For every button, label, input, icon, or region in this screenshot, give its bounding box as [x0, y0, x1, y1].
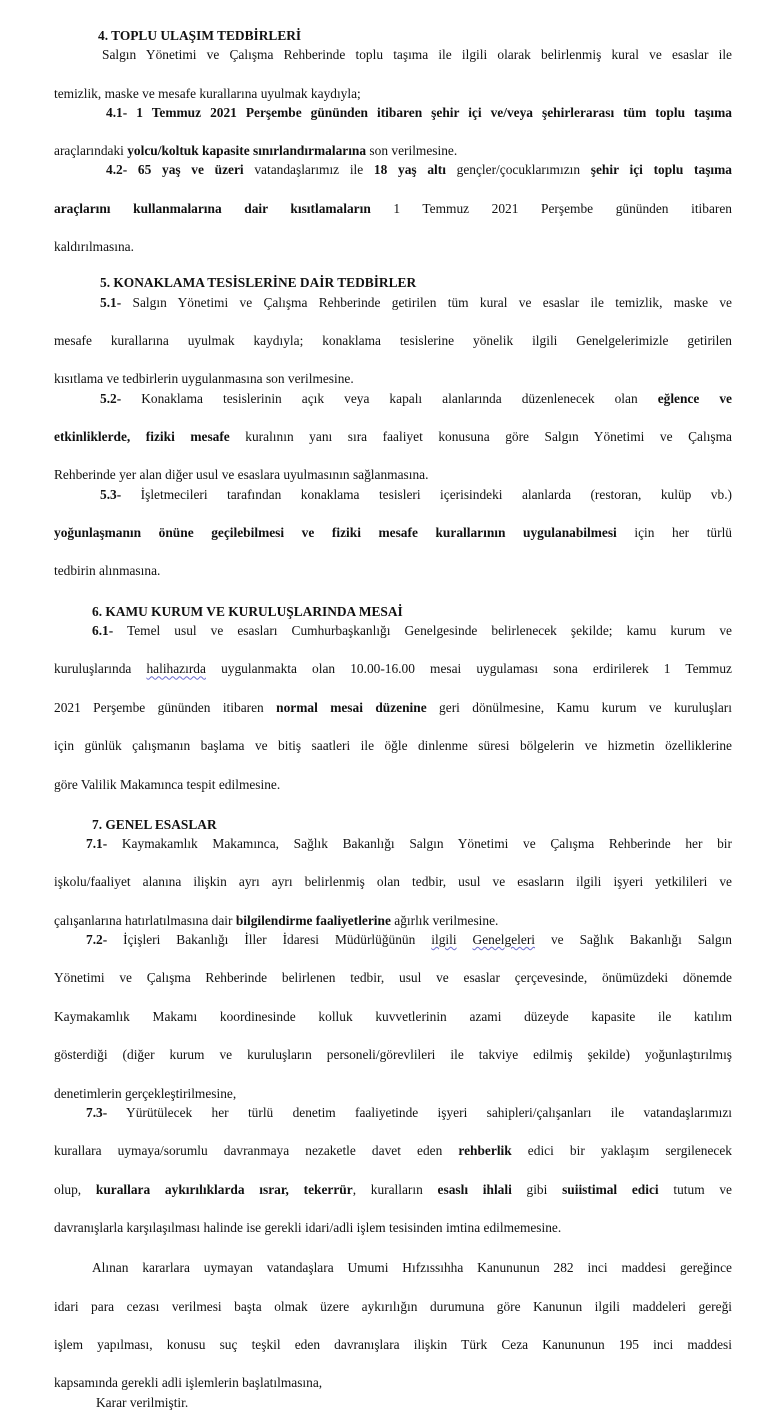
item-7-2-line-2: Yönetimi ve Çalışma Rehberinde belirlenen tedbir, usul ve esaslar çerçevesinde, önümüzdeki dönemde — [54, 970, 732, 986]
section-4-intro-line-2: temizlik, maske ve mesafe kurallarına uyulmak kaydıyla; — [54, 85, 361, 101]
closing-line-3: işlem yapılması, konusu suç teşkil eden davranışlara ilişkin Türk Ceza Kanununun 195 inci maddesi — [54, 1337, 732, 1352]
item-6-1-line-4: için günlük çalışmanın başlama ve bitiş saatleri ile öğle dinlenme süresi bölgelerin ve hizmetin özelliklerine — [54, 738, 732, 754]
section-4-intro-line-1: Salgın Yönetimi ve Çalışma Rehberinde toplu taşıma ile ilgili olarak belirlenmiş kural ve esaslar ile — [102, 47, 732, 63]
item-7-3-line-1: 7.3- Yürütülecek her türlü denetim faaliyetinde işyeri sahipleri/çalışanları ile vatandaşlarımızı — [86, 1104, 732, 1120]
item-5-1-line-2: mesafe kurallarına uyulmak kaydıyla; konaklama tesislerine yönelik ilgili Genelgelerimizle getirilen — [54, 333, 732, 349]
item-4-1-line-2: araçlarındaki yolcu/koltuk kapasite sınırlandırmalarına son verilmesine. — [54, 143, 458, 159]
item-7-3-line-4: davranışlarla karşılaşılması halinde ise gerekli idari/adli işlem tesisinden imtina edilmemesine. — [54, 1219, 562, 1235]
karar-line: Karar verilmiştir. — [96, 1394, 189, 1410]
item-6-1-line-3: 2021 Perşembe gününden itibaren normal mesai düzenine geri dönülmesine, Kamu kurum ve kuruluşları — [54, 699, 732, 715]
section-6-heading: 6. KAMU KURUM VE KURULUŞLARINDA MESAİ — [92, 603, 403, 619]
item-4-1-line-1: 4.1- 1 Temmuz 2021 Perşembe gününden itibaren şehir içi ve/veya şehirlerarası tüm toplu taşıma — [106, 104, 732, 120]
item-4-2-line-1: 4.2- 65 yaş ve üzeri vatandaşlarımız ile 18 yaş altı gençler/çocuklarımızın şehir içi toplu taşıma — [106, 162, 732, 178]
item-5-2-line-3: Rehberinde yer alan diğer usul ve esaslara uyulmasının sağlanmasına. — [54, 467, 429, 483]
item-5-2-line-1: 5.2- Konaklama tesislerinin açık veya kapalı alanlarında düzenlenecek olan eğlence ve — [100, 390, 732, 406]
closing-line-4: kapsamında gerekli adli işlemlerin başlatılmasına, — [54, 1375, 323, 1391]
item-5-3-line-3: tedbirin alınmasına. — [54, 563, 161, 579]
item-6-1-line-1: 6.1- Temel usul ve esasları Cumhurbaşkanlığı Genelgesinde belirlenecek şekilde; kamu kurum ve — [92, 622, 732, 638]
item-6-1-line-2: kuruluşlarında halihazırda uygulanmakta olan 10.00-16.00 mesai uygulaması sona erdirilerek 1 Temmuz — [54, 661, 732, 677]
section-7-heading: 7. GENEL ESASLAR — [92, 816, 217, 832]
item-6-1-line-5: göre Valilik Makamınca tespit edilmesine. — [54, 776, 281, 792]
item-5-2-line-2: etkinliklerde, fiziki mesafe kuralının yanı sıra faaliyet konusuna göre Salgın Yönetimi ve Çalışma — [54, 429, 732, 445]
section-5-heading: 5. KONAKLAMA TESİSLERİNE DAİR TEDBİRLER — [100, 275, 417, 291]
item-4-2-line-2: araçlarını kullanmalarına dair kısıtlamaların 1 Temmuz 2021 Perşembe gününden itibaren — [54, 200, 732, 216]
item-5-3-line-2: yoğunlaşmanın önüne geçilebilmesi ve fiziki mesafe kurallarının uygulanabilmesi için her türlü — [54, 525, 732, 541]
item-5-3-line-1: 5.3- İşletmecileri tarafından konaklama tesisleri içerisindeki alanlarda (restoran, kulüp vb.) — [100, 486, 732, 502]
item-7-3-line-3: olup, kurallara aykırılıklarda ısrar, tekerrür, kuralların esaslı ihlali gibi suiistimal edici tutum ve — [54, 1181, 732, 1197]
item-4-2-line-3: kaldırılmasına. — [54, 239, 134, 255]
item-7-1-line-2: işkolu/faaliyet alanına ilişkin ayrı ayrı belirlenmiş olan tedbir, usul ve esasların ilgili işyeri yetkilileri ve — [54, 874, 732, 890]
item-7-1-line-3: çalışanlarına hatırlatılmasına dair bilgilendirme faaliyetlerine ağırlık verilmesine. — [54, 912, 499, 928]
item-7-3-line-2: kurallara uymaya/sorumlu davranmaya nezaketle davet eden rehberlik edici bir yaklaşım sergilenecek — [54, 1143, 732, 1159]
section-4-heading: 4. TOPLU ULAŞIM TEDBİRLERİ — [98, 28, 302, 43]
closing-line-1: Alınan kararlara uymayan vatandaşlara Umumi Hıfzıssıhha Kanununun 282 inci maddesi gereğince — [92, 1260, 732, 1276]
item-5-1-line-1: 5.1- Salgın Yönetimi ve Çalışma Rehberinde getirilen tüm kural ve esaslar ile temizlik, maske ve — [100, 294, 732, 310]
closing-line-2: idari para cezası verilmesi başta olmak üzere aykırılığın durumuna göre Kanunun ilgili maddeleri gereği — [54, 1298, 732, 1314]
item-7-2-line-5: denetimlerin gerçekleştirilmesine, — [54, 1085, 237, 1101]
item-7-1-line-1: 7.1- Kaymakamlık Makamınca, Sağlık Bakanlığı Salgın Yönetimi ve Çalışma Rehberinde her bir — [86, 835, 732, 851]
item-7-2-line-3: Kaymakamlık Makamı koordinesinde kolluk kuvvetlerinin azami düzeyde kapasite ile katılım — [54, 1008, 732, 1024]
item-5-1-line-3: kısıtlama ve tedbirlerin uygulanmasına son verilmesine. — [54, 371, 354, 387]
item-7-2-line-4: gösterdiği (diğer kurum ve kuruluşların personeli/görevlileri ile takviye edilmiş şekilde) yoğunlaştırılmış — [54, 1047, 732, 1063]
item-7-2-line-1: 7.2- İçişleri Bakanlığı İller İdaresi Müdürlüğünün ilgili Genelgeleri ve Sağlık Bakanlığı Salgın — [86, 931, 732, 947]
